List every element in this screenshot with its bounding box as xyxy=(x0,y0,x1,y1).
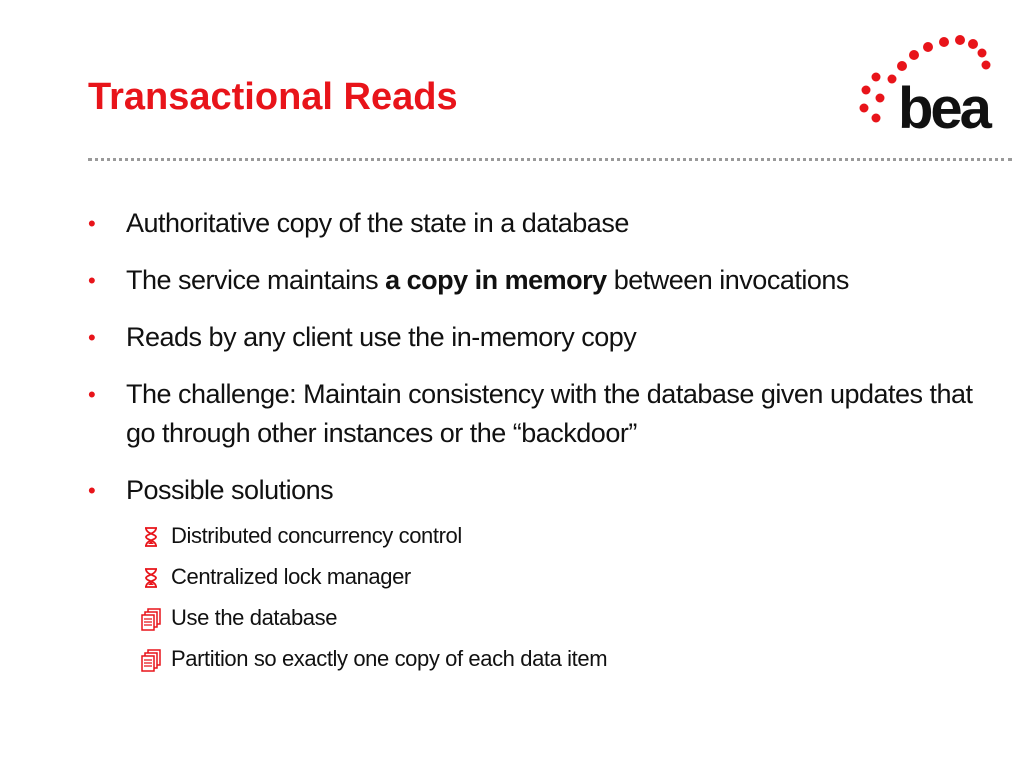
bullet-dot: • xyxy=(88,211,96,236)
sub-list-item xyxy=(140,645,840,673)
bullet-text: The challenge: Maintain consistency with the database given updates that go through other instances or the “backdoor” xyxy=(126,379,973,448)
bullet-dot: • xyxy=(88,268,96,293)
sub-list-item xyxy=(140,563,840,591)
sub-bullet-list xyxy=(140,522,840,686)
sub-list-item xyxy=(140,522,840,550)
bullet-text-post: between invocations xyxy=(606,265,849,295)
bea-logo xyxy=(852,32,1004,136)
stacked-pages-icon xyxy=(140,607,162,631)
stacked-pages-icon xyxy=(140,648,162,672)
bullet-dot: • xyxy=(88,325,96,350)
hourglass-icon xyxy=(140,525,162,549)
slide-title: Transactional Reads xyxy=(88,76,458,118)
list-item xyxy=(88,261,988,300)
bullet-text-bold: a copy in memory xyxy=(385,265,607,295)
sub-bullet-text: Partition so exactly one copy of each data item xyxy=(171,646,608,671)
list-item xyxy=(88,204,988,243)
bullet-dot: • xyxy=(88,478,96,503)
bullet-dot: • xyxy=(88,382,96,407)
list-item xyxy=(88,318,988,357)
bullet-text: Authoritative copy of the state in a database xyxy=(126,208,629,238)
sub-bullet-text: Distributed concurrency control xyxy=(171,523,462,548)
bullet-text: Reads by any client use the in-memory copy xyxy=(126,322,637,352)
sub-bullet-text: Use the database xyxy=(171,605,338,630)
list-item xyxy=(88,375,988,453)
bullet-list xyxy=(88,204,988,528)
hourglass-icon xyxy=(140,566,162,590)
title-divider xyxy=(88,158,1012,161)
list-item xyxy=(88,471,988,510)
bullet-text-pre: The service maintains xyxy=(126,265,386,295)
sub-bullet-text: Centralized lock manager xyxy=(171,564,411,589)
sub-list-item xyxy=(140,604,840,632)
bullet-text: Possible solutions xyxy=(126,475,334,505)
logo-wordmark: bea xyxy=(898,76,989,136)
